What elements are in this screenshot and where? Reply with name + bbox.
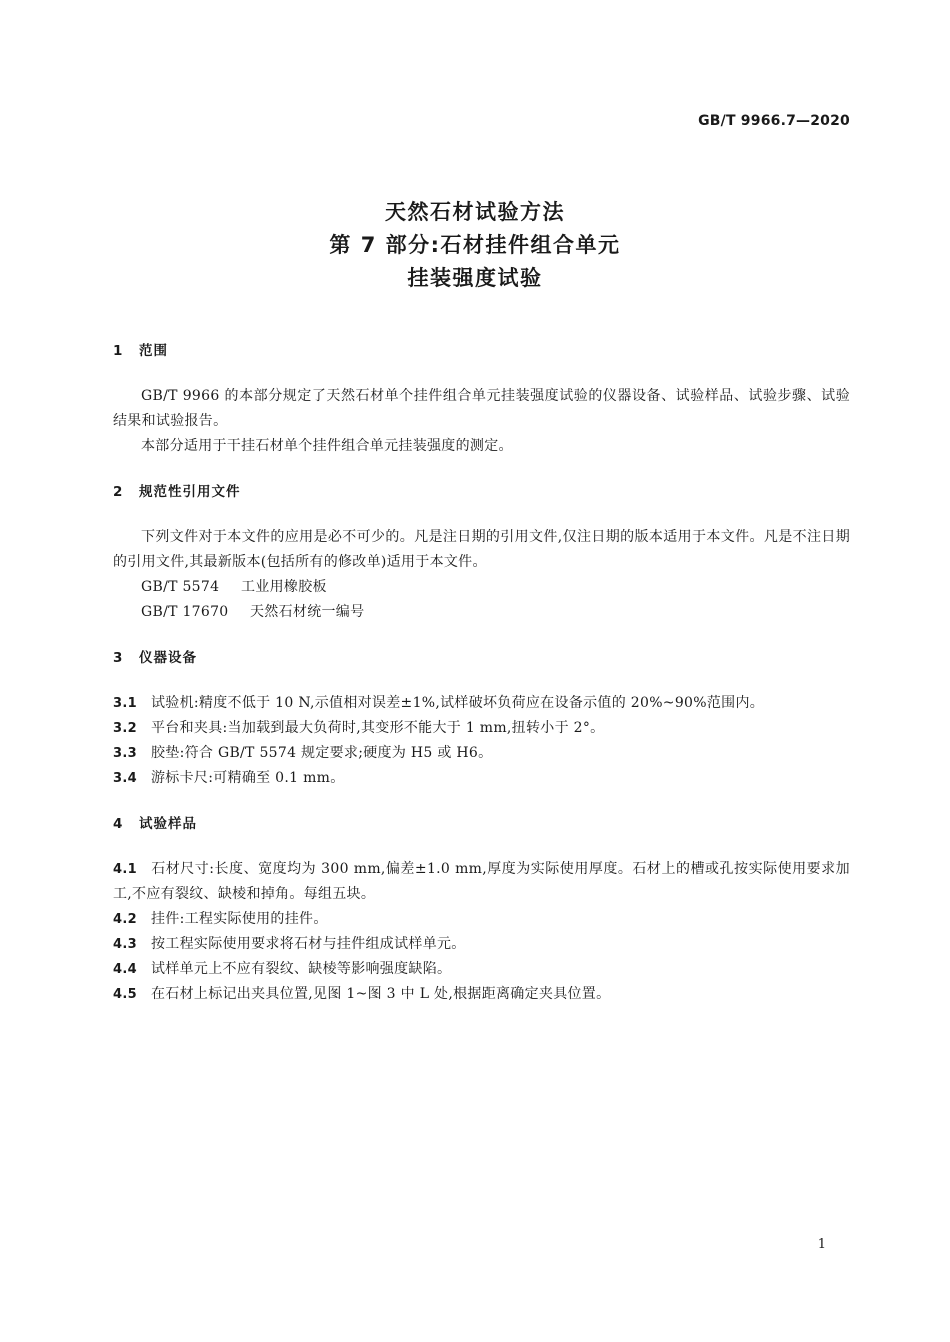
clause-text: 试验机:精度不低于 10 N,示值相对误差±1%,试样破坏负荷应在设备示值的 20%~90%范围内。 bbox=[151, 695, 765, 711]
clause-text: 石材尺寸:长度、宽度均为 300 mm,偏差±1.0 mm,厚度为实际使用厚度。石材上的槽或孔按实际使用要求加工,不应有裂纹、缺棱和掉角。每组五块。 bbox=[113, 861, 850, 902]
title-line-2: 第 7 部分:石材挂件组合单元 bbox=[329, 233, 621, 257]
section-number: 2 bbox=[113, 484, 123, 500]
reference-item bbox=[113, 575, 850, 600]
clause-text: 胶垫:符合 GB/T 5574 规定要求;硬度为 H5 或 H6。 bbox=[151, 745, 493, 761]
section-heading bbox=[113, 813, 850, 835]
clause bbox=[113, 932, 850, 957]
clause-text: 游标卡尺:可精确至 0.1 mm。 bbox=[151, 770, 345, 786]
clause-number: 3.3 bbox=[113, 746, 137, 761]
title-line-1: 天然石材试验方法 bbox=[385, 200, 565, 224]
clause-number: 4.3 bbox=[113, 937, 137, 952]
clause-number: 3.1 bbox=[113, 696, 137, 711]
section-title: 规范性引用文件 bbox=[139, 484, 241, 500]
clause-number: 4.2 bbox=[113, 912, 137, 927]
section-heading bbox=[113, 647, 850, 669]
section-body bbox=[113, 857, 850, 1007]
clause-number: 4.5 bbox=[113, 987, 137, 1002]
reference-title: 工业用橡胶板 bbox=[241, 579, 327, 595]
section-apparatus bbox=[113, 647, 850, 791]
reference-title: 天然石材统一编号 bbox=[250, 604, 365, 620]
clause bbox=[113, 766, 850, 791]
clause-number: 4.4 bbox=[113, 962, 137, 977]
clause bbox=[113, 741, 850, 766]
section-body bbox=[113, 525, 850, 625]
section-number: 3 bbox=[113, 650, 123, 666]
section-title: 仪器设备 bbox=[139, 650, 197, 666]
title-line-3: 挂装强度试验 bbox=[407, 266, 543, 290]
section-number: 4 bbox=[113, 816, 123, 832]
clause-text: 在石材上标记出夹具位置,见图 1~图 3 中 L 处,根据距离确定夹具位置。 bbox=[151, 986, 611, 1002]
clause-text: 挂件:工程实际使用的挂件。 bbox=[151, 911, 328, 927]
clause-text: 按工程实际使用要求将石材与挂件组成试样单元。 bbox=[151, 936, 466, 952]
document-title bbox=[0, 196, 950, 295]
clause bbox=[113, 716, 850, 741]
section-body bbox=[113, 384, 850, 459]
paragraph: GB/T 9966 的本部分规定了天然石材单个挂件组合单元挂装强度试验的仪器设备、试验样品、试验步骤、试验结果和试验报告。 bbox=[113, 388, 850, 429]
reference-code: GB/T 17670 bbox=[141, 604, 229, 620]
section-heading bbox=[113, 481, 850, 503]
section-normative-references bbox=[113, 481, 850, 625]
section-body bbox=[113, 691, 850, 791]
clause-number: 3.2 bbox=[113, 721, 137, 736]
clause bbox=[113, 957, 850, 982]
page-number: 1 bbox=[817, 1237, 826, 1252]
clause bbox=[113, 907, 850, 932]
document-body bbox=[113, 340, 850, 1029]
section-number: 1 bbox=[113, 343, 123, 359]
reference-item bbox=[113, 600, 850, 625]
clause-number: 3.4 bbox=[113, 771, 137, 786]
section-test-specimens bbox=[113, 813, 850, 1007]
clause bbox=[113, 982, 850, 1007]
standard-code: GB/T 9966.7—2020 bbox=[698, 113, 850, 129]
paragraph: 下列文件对于本文件的应用是必不可少的。凡是注日期的引用文件,仅注日期的版本适用于本文件。凡是不注日期的引用文件,其最新版本(包括所有的修改单)适用于本文件。 bbox=[113, 529, 850, 570]
clause-text: 平台和夹具:当加载到最大负荷时,其变形不能大于 1 mm,扭转小于 2°。 bbox=[151, 720, 605, 736]
clause-text: 试样单元上不应有裂纹、缺棱等影响强度缺陷。 bbox=[151, 961, 452, 977]
clause bbox=[113, 691, 850, 716]
reference-code: GB/T 5574 bbox=[141, 579, 220, 595]
section-title: 试验样品 bbox=[139, 816, 197, 832]
section-scope bbox=[113, 340, 850, 459]
section-title: 范围 bbox=[139, 343, 168, 359]
section-heading bbox=[113, 340, 850, 362]
clause bbox=[113, 857, 850, 907]
clause-number: 4.1 bbox=[113, 862, 137, 877]
paragraph: 本部分适用于干挂石材单个挂件组合单元挂装强度的测定。 bbox=[141, 438, 513, 454]
